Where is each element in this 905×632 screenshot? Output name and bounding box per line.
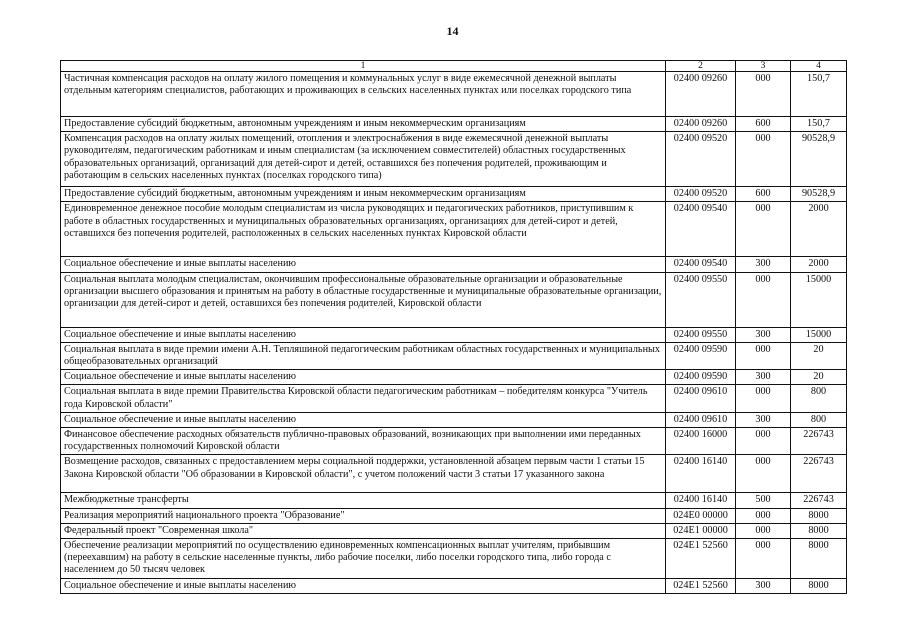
row-code: 02400 09590 [666, 370, 736, 385]
table-row [61, 539, 847, 579]
table-row [61, 578, 847, 593]
row-expense-type: 600 [736, 117, 791, 132]
header-col-3: 3 [736, 61, 791, 72]
table-header-row [61, 61, 847, 72]
row-amount: 150,7 [791, 117, 847, 132]
row-amount: 226743 [791, 455, 847, 493]
row-amount: 150,7 [791, 72, 847, 117]
row-name: Единовременное денежное пособие молодым специалистам из числа руководящих и педагогических работников, приступившим к работе в областных государственных и муниципальных образовательных организациях, организациях для детей-сирот и детей, оставшихся без попечения родителей, расположенных в сельских населенных пунктах Кировской области [61, 202, 666, 257]
table-row [61, 72, 847, 117]
table-row [61, 385, 847, 412]
row-name: Социальная выплата в виде премии Правительства Кировской области педагогическим работникам – победителям конкурса "Учитель года Кировской области" [61, 385, 666, 412]
header-col-4: 4 [791, 61, 847, 72]
row-name: Предоставление субсидий бюджетным, автономным учреждениям и иным некоммерческим организациям [61, 117, 666, 132]
table-row [61, 412, 847, 427]
row-amount: 15000 [791, 272, 847, 327]
row-amount: 20 [791, 342, 847, 369]
row-name: Социальная выплата в виде премии имени А.Н. Тепляшиной педагогическим работникам областных государственных и муниципальных общеобразовательных организаций [61, 342, 666, 369]
row-name: Социальная выплата молодым специалистам, окончившим профессиональные образовательные организации и образовательные организации высшего образования и принятым на работу в областные государственные и муниципальные образовательные организации, организации для детей-сирот и детей, оставшихся без попечения родителей, Кировской области [61, 272, 666, 327]
row-amount: 226743 [791, 428, 847, 455]
row-expense-type: 000 [736, 72, 791, 117]
row-expense-type: 300 [736, 327, 791, 342]
row-code: 024E1 00000 [666, 523, 736, 538]
row-expense-type: 300 [736, 370, 791, 385]
row-name: Частичная компенсация расходов на оплату жилого помещения и коммунальных услуг в виде ежемесячной денежной выплаты отдельным категориям специалистов, работающих и проживающих в сельских населенных пунктах или поселках городского типа [61, 72, 666, 117]
row-name: Финансовое обеспечение расходных обязательств публично-правовых образований, возникающих при выполнении ими переданных государственных полномочий Кировской области [61, 428, 666, 455]
row-amount: 90528,9 [791, 187, 847, 202]
row-name: Социальное обеспечение и иные выплаты населению [61, 257, 666, 272]
row-name: Реализация мероприятий национального проекта "Образование" [61, 508, 666, 523]
table-row [61, 272, 847, 327]
row-code: 02400 09590 [666, 342, 736, 369]
row-expense-type: 000 [736, 385, 791, 412]
row-amount: 800 [791, 412, 847, 427]
row-expense-type: 600 [736, 187, 791, 202]
table-row [61, 342, 847, 369]
table-row [61, 493, 847, 508]
table-row [61, 428, 847, 455]
table-row [61, 202, 847, 257]
row-expense-type: 000 [736, 202, 791, 257]
table-row [61, 187, 847, 202]
row-name: Федеральный проект "Современная школа" [61, 523, 666, 538]
row-expense-type: 000 [736, 539, 791, 579]
row-code: 024E1 52560 [666, 539, 736, 579]
table-row [61, 370, 847, 385]
row-expense-type: 000 [736, 508, 791, 523]
row-code: 02400 09260 [666, 72, 736, 117]
row-amount: 800 [791, 385, 847, 412]
row-name: Компенсация расходов на оплату жилых помещений, отопления и электроснабжения в виде ежемесячной денежной выплаты руководителям, педагогическим работникам и иным специалистам (за исключением совместителей) областных государственных образовательных организаций, организаций для детей-сирот и детей, оставшихся без попечения родителей, проживающим и работающим в сельских населенных пунктах (поселках городского типа) [61, 132, 666, 187]
header-col-2: 2 [666, 61, 736, 72]
row-amount: 8000 [791, 523, 847, 538]
row-code: 02400 09610 [666, 412, 736, 427]
row-code: 02400 16000 [666, 428, 736, 455]
row-amount: 15000 [791, 327, 847, 342]
row-name: Межбюджетные трансферты [61, 493, 666, 508]
table-row [61, 327, 847, 342]
row-amount: 8000 [791, 539, 847, 579]
row-code: 02400 09520 [666, 132, 736, 187]
row-code: 02400 16140 [666, 493, 736, 508]
row-amount: 2000 [791, 202, 847, 257]
row-expense-type: 000 [736, 132, 791, 187]
row-code: 02400 09610 [666, 385, 736, 412]
row-name: Социальное обеспечение и иные выплаты населению [61, 327, 666, 342]
table-row [61, 455, 847, 493]
row-code: 024E0 00000 [666, 508, 736, 523]
row-code: 02400 09550 [666, 327, 736, 342]
row-expense-type: 300 [736, 412, 791, 427]
row-expense-type: 000 [736, 455, 791, 493]
row-code: 02400 16140 [666, 455, 736, 493]
row-name: Обеспечение реализации мероприятий по осуществлению единовременных компенсационных выплат учителям, прибывшим (переехавшим) на работу в сельские населенные пункты, либо рабочие поселки, либо поселки городского типа, либо города с населением до 50 тысяч человек [61, 539, 666, 579]
row-expense-type: 000 [736, 272, 791, 327]
row-expense-type: 000 [736, 342, 791, 369]
row-name: Социальное обеспечение и иные выплаты населению [61, 412, 666, 427]
row-amount: 2000 [791, 257, 847, 272]
row-amount: 8000 [791, 508, 847, 523]
budget-table [60, 60, 847, 594]
row-code: 02400 09260 [666, 117, 736, 132]
row-amount: 8000 [791, 578, 847, 593]
row-name: Социальное обеспечение и иные выплаты населению [61, 370, 666, 385]
row-expense-type: 500 [736, 493, 791, 508]
table-row [61, 257, 847, 272]
row-code: 02400 09520 [666, 187, 736, 202]
row-name: Возмещение расходов, связанных с предоставлением меры социальной поддержки, установленной абзацем первым части 1 статьи 15 Закона Кировской области "Об образовании в Кировской области", с учетом положений части 3 статьи 17 указанного закона [61, 455, 666, 493]
row-code: 02400 09540 [666, 202, 736, 257]
page-number: 14 [446, 24, 459, 38]
table-row [61, 508, 847, 523]
row-name: Предоставление субсидий бюджетным, автономным учреждениям и иным некоммерческим организациям [61, 187, 666, 202]
row-amount: 226743 [791, 493, 847, 508]
row-name: Социальное обеспечение и иные выплаты населению [61, 578, 666, 593]
row-expense-type: 000 [736, 523, 791, 538]
row-expense-type: 000 [736, 428, 791, 455]
header-col-1: 1 [61, 61, 666, 72]
table-row [61, 117, 847, 132]
row-amount: 90528,9 [791, 132, 847, 187]
row-amount: 20 [791, 370, 847, 385]
table-row [61, 523, 847, 538]
row-code: 024E1 52560 [666, 578, 736, 593]
table-row [61, 132, 847, 187]
row-expense-type: 300 [736, 578, 791, 593]
row-code: 02400 09550 [666, 272, 736, 327]
row-code: 02400 09540 [666, 257, 736, 272]
row-expense-type: 300 [736, 257, 791, 272]
